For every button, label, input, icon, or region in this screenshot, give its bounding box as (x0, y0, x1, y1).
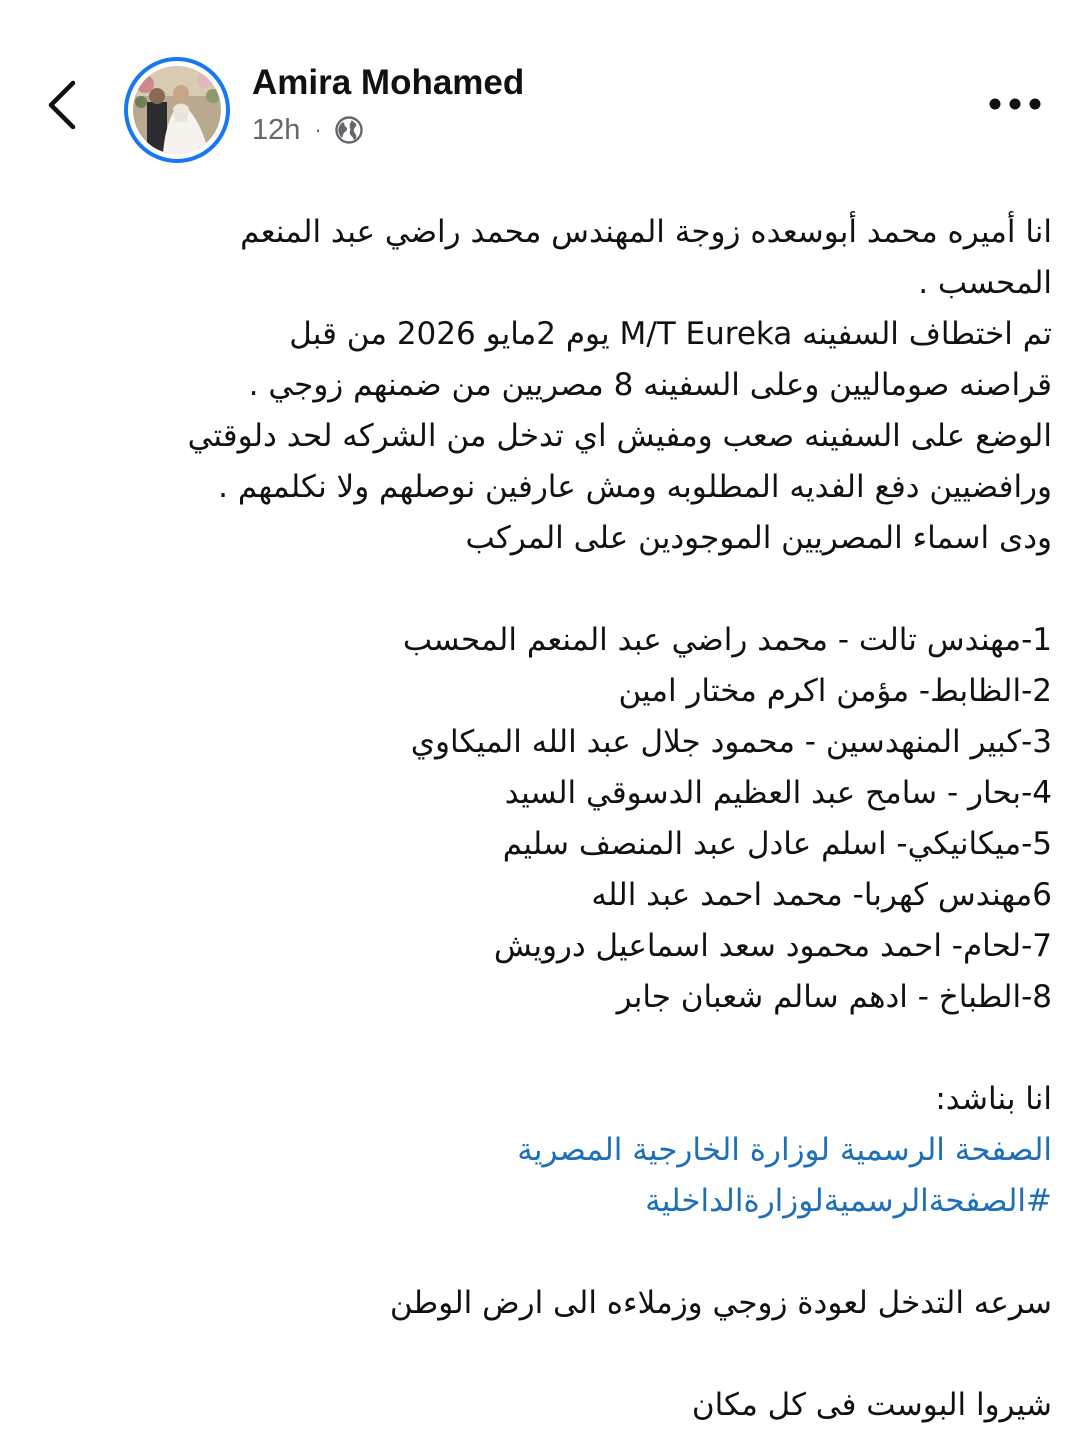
globe-icon[interactable] (334, 115, 364, 145)
share-line: شيروا البوست فى كل مكان (691, 1387, 1052, 1423)
foreign-ministry-link[interactable]: الصفحة الرسمية لوزارة الخارجية المصرية (517, 1132, 1052, 1168)
post-intro-line: انا أميره محمد أبوسعده زوجة المهندس محمد راضي عبد المنعم (240, 214, 1052, 250)
closing-line: سرعه التدخل لعودة زوجي وزملاءه الى ارض الوطن (389, 1285, 1052, 1321)
post-text (32, 207, 1052, 1431)
more-options-button[interactable] (980, 84, 1050, 124)
profile-photo (133, 66, 221, 154)
spacer (32, 1329, 1052, 1380)
spacer (32, 564, 1052, 615)
chevron-left-icon (45, 79, 79, 131)
post-intro-line: قراصنه صوماليين وعلى السفينه 8 مصريين من ضمنهم زوجي . (248, 367, 1052, 403)
crew-list-item: 1-مهندس تالت - محمد راضي عبد المنعم المحسب (402, 622, 1052, 658)
interior-ministry-hashtag[interactable]: #الصفحةالرسميةلوزارةالداخلية (645, 1183, 1052, 1219)
crew-list-item: 4-بحار - سامح عبد العظيم الدسوقي السيد (504, 775, 1052, 811)
post-time[interactable]: 12h (252, 113, 301, 146)
spacer (32, 1227, 1052, 1278)
crew-list-item: 2-الظابط- مؤمن اكرم مختار امين (618, 673, 1052, 709)
post-intro-line: المحسب . (918, 265, 1052, 301)
crew-list-item: 8-الطباخ - ادهم سالم شعبان جابر (616, 979, 1052, 1015)
crew-list-item: 7-لحام- احمد محمود سعد اسماعيل درويش (493, 928, 1052, 964)
post-intro-line: تم اختطاف السفينه M/T Eureka يوم 2مايو 2026 من قبل (289, 316, 1052, 352)
more-horizontal-icon (985, 96, 1045, 112)
post-intro-line: ودى اسماء المصريين الموجودين على المركب (465, 520, 1052, 556)
crew-list-item: 3-كبير المنهدسين - محمود جلال عبد الله الميكاوي (410, 724, 1052, 760)
post-intro-line: ورافضيين دفع الفديه المطلوبه ومش عارفين نوصلهم ولا نكلمهم . (218, 469, 1052, 505)
crew-list-item: 5-ميكانيكي- اسلم عادل عبد المنصف سليم (502, 826, 1052, 862)
author-name[interactable]: Amira Mohamed (252, 63, 525, 102)
appeal-label: انا بناشد: (935, 1081, 1052, 1117)
spacer (32, 1023, 1052, 1074)
meta-separator: · (314, 117, 322, 142)
crew-list-item: 6مهندس كهربا- محمد احمد عبد الله (591, 877, 1052, 913)
back-button[interactable] (32, 70, 92, 140)
post-intro-line: الوضع على السفينه صعب ومفيش اي تدخل من الشركه لحد دلوقتي (187, 418, 1052, 454)
post-meta (252, 110, 364, 150)
avatar[interactable] (124, 57, 230, 163)
